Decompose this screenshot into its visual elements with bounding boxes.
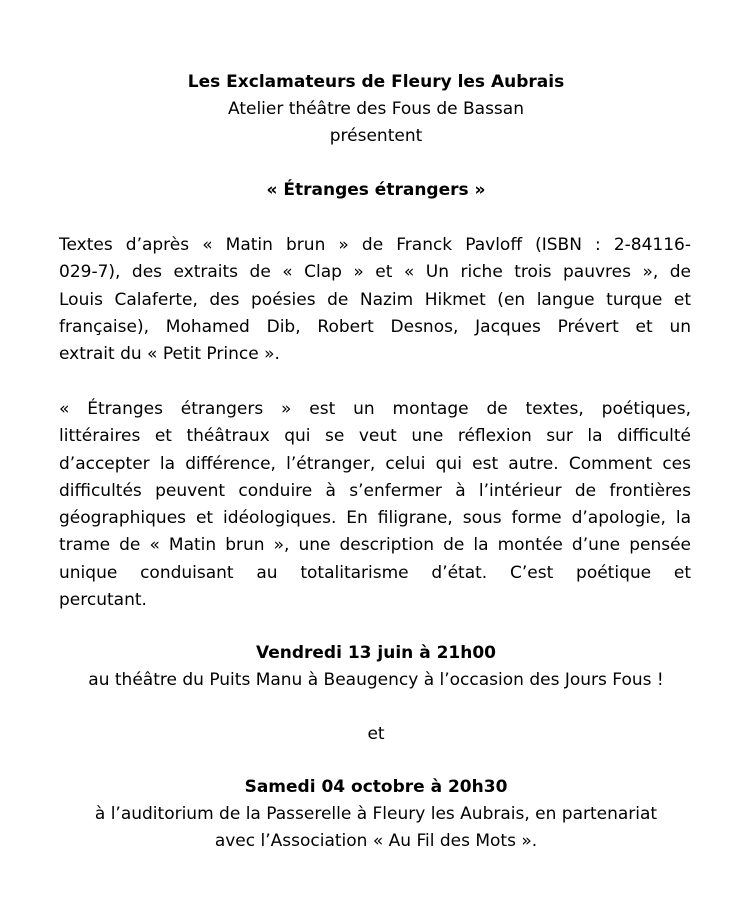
presents-text: présentent: [329, 126, 423, 146]
description-paragraph: [59, 396, 691, 614]
description-line: littéraires et théâtraux qui se veut une réflexion sur la difficulté: [59, 426, 691, 447]
description-line: trame de « Matin brun », une description de la montée d’une pensée: [59, 535, 691, 556]
intro-paragraph: [59, 232, 691, 368]
intro-line: française), Mohamed Dib, Robert Desnos, Jacques Prévert et un: [59, 316, 691, 337]
show-title: « Étranges étrangers »: [266, 180, 486, 200]
intro-line: extrait du « Petit Prince ».: [59, 344, 280, 365]
description-line: unique conduisant au totalitarisme d’état. C’est poétique et: [59, 562, 691, 583]
company-name: Les Exclamateurs de Fleury les Aubrais: [187, 72, 565, 92]
performance-2-venue-line1: à l’auditorium de la Passerelle à Fleury les Aubrais, en partenariat: [94, 804, 658, 824]
workshop-name: Atelier théâtre des Fous de Bassan: [228, 99, 524, 119]
intro-line: 029-7), des extraits de « Clap » et « Un riche trois pauvres », de: [59, 262, 691, 283]
description-line: difficultés peuvent conduire à s’enfermer à l’intérieur de frontières: [59, 480, 691, 501]
description-line: percutant.: [59, 590, 147, 611]
performance-1-date: Vendredi 13 juin à 21h00: [255, 643, 497, 663]
description-line: d’accepter la différence, l’étranger, celui qui est autre. Comment ces: [59, 453, 691, 474]
performance-1-venue: au théâtre du Puits Manu à Beaugency à l’occasion des Jours Fous !: [88, 670, 664, 690]
intro-line: Louis Calaferte, des poésies de Nazim Hikmet (en langue turque et: [59, 289, 691, 310]
description-line: « Étranges étrangers » est un montage de textes, poétiques,: [59, 399, 691, 419]
performance-2-venue-line2: avec l’Association « Au Fil des Mots ».: [214, 831, 538, 851]
intro-line: Textes d’après « Matin brun » de Franck Pavloff (ISBN : 2-84116-: [59, 235, 691, 255]
description-line: géographiques et idéologiques. En filigrane, sous forme d’apologie, la: [59, 508, 691, 529]
conjunction-text: et: [367, 724, 385, 744]
performance-2-date: Samedi 04 octobre à 20h30: [244, 777, 508, 797]
